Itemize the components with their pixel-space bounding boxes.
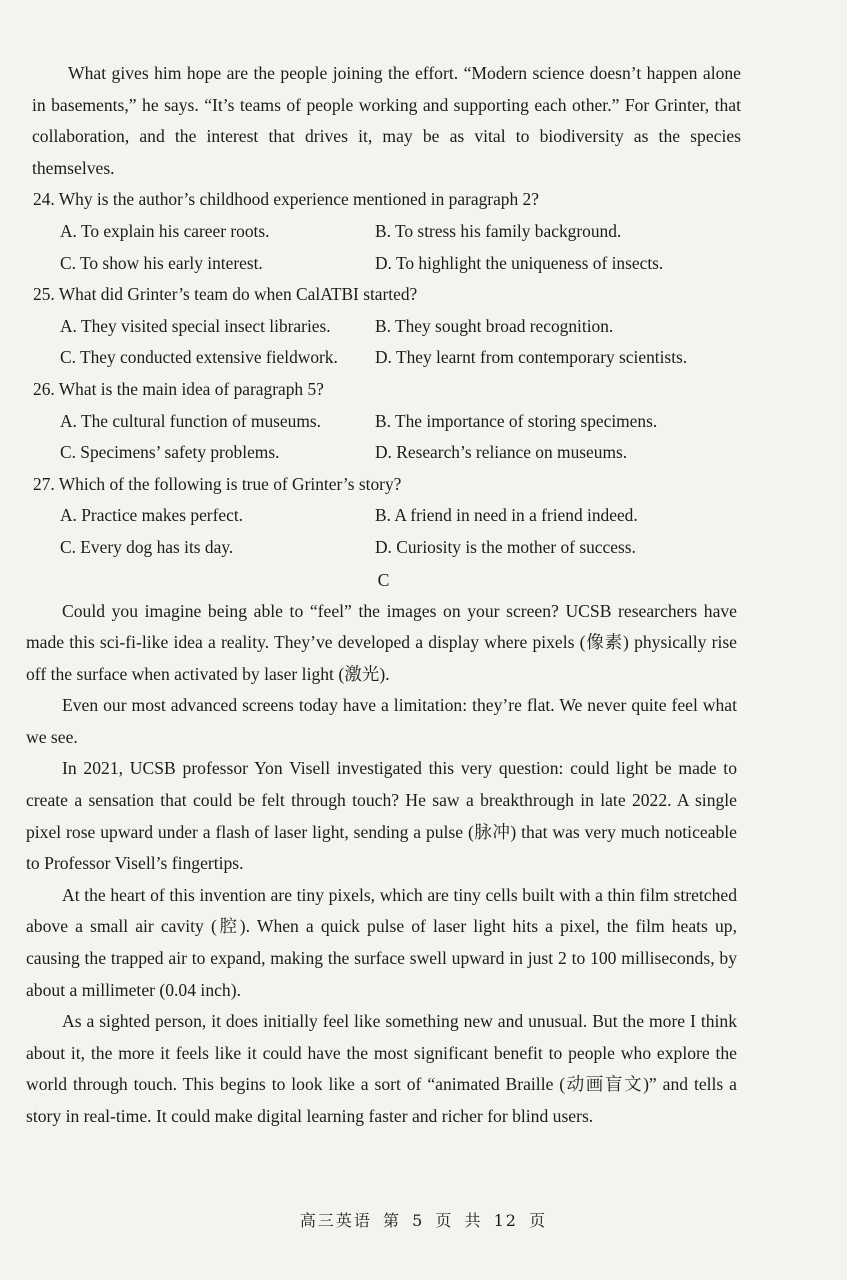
passage-c-paragraph-4: At the heart of this invention are tiny pixels, which are tiny cells built with a thin film stretched above a small air cavity (腔). When a quick pulse of laser light hits a pixel, the film heats up, causing the trapped air to expand, making the surface swell upward in just 2 to 100 milliseconds, by about a millimeter (0.04 inch). <box>26 884 737 1000</box>
option-a: A. Practice makes perfect. <box>60 505 243 526</box>
option-d: D. They learnt from contemporary scientists. <box>375 347 688 368</box>
option-b: B. They sought broad recognition. <box>375 315 614 336</box>
option-c: C. To show his early interest. <box>60 252 263 273</box>
passage-c-paragraph-1: Could you imagine being able to “feel” the images on your screen? UCSB researchers have made this sci-fi-like idea a reality. They’ve developed a display where pixels (像素) physically rise off the surface when activated by laser light (激光). <box>26 600 737 684</box>
option-b: B. To stress his family background. <box>375 220 622 241</box>
option-b: B. The importance of storing specimens. <box>375 410 658 431</box>
footer-page-number: 5 <box>412 1211 425 1230</box>
passage-c <box>26 596 737 1133</box>
section-c-heading: C <box>377 569 390 590</box>
option-b: B. A friend in need in a friend indeed. <box>375 505 638 526</box>
options-row <box>33 248 813 280</box>
footer-gong: 共 <box>464 1211 483 1230</box>
option-d: D. Research’s reliance on museums. <box>375 442 628 463</box>
question-27: 27. Which of the following is true of Grinter’s story? <box>33 473 402 494</box>
option-a: A. The cultural function of museums. <box>60 410 321 431</box>
options-row <box>33 437 813 469</box>
option-c: C. Every dog has its day. <box>60 536 234 557</box>
footer-subject: 高三英语 <box>299 1211 372 1230</box>
options-row <box>33 216 813 248</box>
page-footer <box>0 1208 847 1231</box>
option-d: D. To highlight the uniqueness of insects. <box>375 252 664 273</box>
footer-ye-2: 页 <box>529 1211 548 1230</box>
options-row <box>33 311 813 343</box>
passage-c-paragraph-2: Even our most advanced screens today have a limitation: they’re flat. We never quite feel what we see. <box>26 695 737 747</box>
questions-block <box>33 184 813 563</box>
footer-ye: 页 <box>435 1211 454 1230</box>
option-c: C. Specimens’ safety problems. <box>60 442 280 463</box>
option-d: D. Curiosity is the mother of success. <box>375 536 636 557</box>
question-25: 25. What did Grinter’s team do when CalATBI started? <box>33 284 418 305</box>
question-26: 26. What is the main idea of paragraph 5? <box>33 378 324 399</box>
footer-total-pages: 12 <box>493 1211 518 1230</box>
paragraph-text: What gives him hope are the people joining the effort. “Modern science doesn’t happen alone in basements,” he says. “It’s teams of people working and supporting each other.” For Grinter, that collaboration, and the interest that drives it, may be as vital to biodiversity as the species themselves. <box>32 63 741 178</box>
options-row <box>33 406 813 438</box>
passage-b-closing-paragraph <box>32 58 741 184</box>
option-a: A. To explain his career roots. <box>60 220 270 241</box>
passage-c-paragraph-5: As a sighted person, it does initially feel like something new and unusual. But the more I think about it, the more it feels like it could have the most significant benefit to people who explore the world through touch. This begins to look like a sort of “animated Braille (动画盲文)” and tells a story in real-time. It could make digital learning faster and richer for blind users. <box>26 1011 737 1126</box>
footer-di: 第 <box>383 1211 402 1230</box>
option-c: C. They conducted extensive fieldwork. <box>60 347 338 368</box>
passage-c-paragraph-3: In 2021, UCSB professor Yon Visell investigated this very question: could light be made to create a sensation that could be felt through touch? He saw a breakthrough in late 2022. A single pixel rose upward under a flash of laser light, sending a pulse (脉冲) that was very much noticeable to Professor Visell’s fingertips. <box>26 758 737 874</box>
option-a: A. They visited special insect libraries. <box>60 315 331 336</box>
options-row <box>33 532 813 564</box>
question-24: 24. Why is the author’s childhood experience mentioned in paragraph 2? <box>33 189 539 210</box>
options-row <box>33 342 813 374</box>
options-row <box>33 500 813 532</box>
